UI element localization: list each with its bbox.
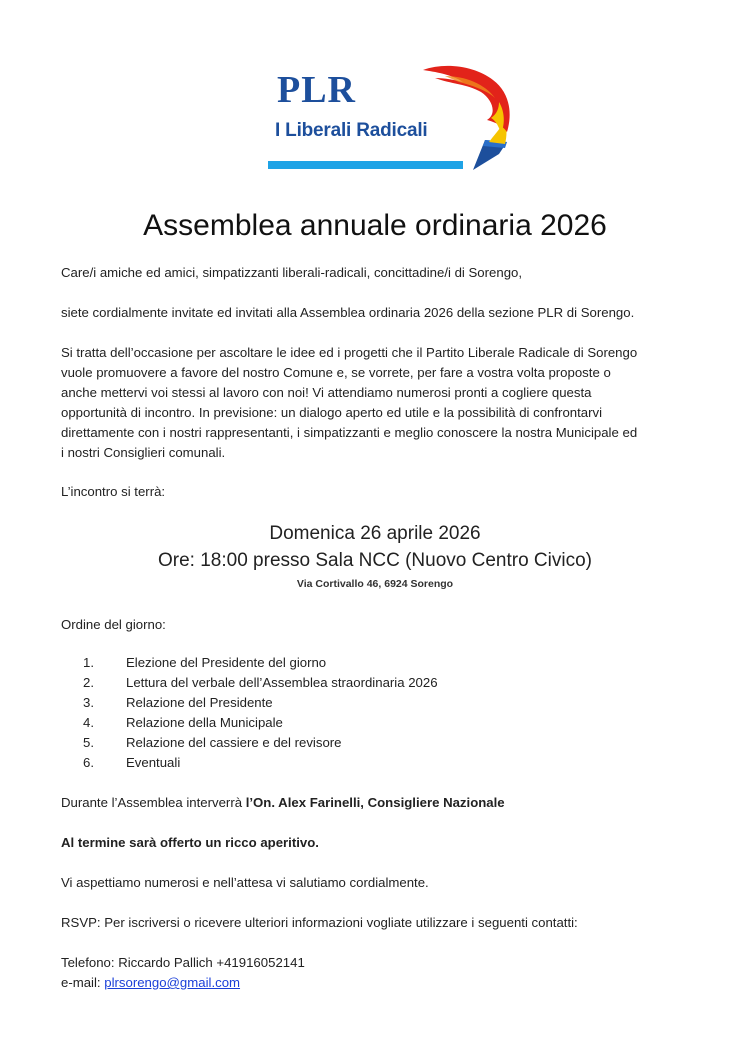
email-line bbox=[61, 973, 305, 993]
invitation-paragraph: siete cordialmente invitate ed invitati alla Assemblea ordinaria 2026 della sezione PLR di Sorengo. bbox=[61, 305, 635, 320]
speaker-line bbox=[61, 793, 505, 813]
intro-line: Si tratta dell’occasione per ascoltare le idee ed i progetti che il Partito Liberale Radicale di Sorengo bbox=[61, 345, 638, 360]
agenda-item: 5. Relazione del cassiere e del revisore bbox=[83, 735, 342, 750]
speaker-prefix: Durante l’Assemblea interverrà bbox=[61, 795, 246, 810]
page-title: Assemblea annuale ordinaria 2026 bbox=[143, 209, 607, 243]
rsvp-line: RSVP: Per iscriversi o ricevere ulteriori informazioni vogliate utilizzare i seguenti contatti: bbox=[61, 915, 578, 930]
plr-logo bbox=[265, 62, 515, 172]
intro-line: opportunità di incontro. In previsione: un dialogo aperto ed utile e la possibilità di confrontarvi bbox=[61, 405, 603, 420]
agenda-item: 2. Lettura del verbale dell’Assemblea straordinaria 2026 bbox=[83, 675, 438, 690]
speaker-name: l’On. Alex Farinelli, Consigliere Nazionale bbox=[245, 795, 505, 810]
phone-line bbox=[61, 953, 305, 973]
agenda-list bbox=[61, 653, 438, 773]
event-time-venue bbox=[0, 549, 750, 573]
event-date: Domenica 26 aprile 2026 bbox=[269, 523, 481, 544]
email-label: e-mail: bbox=[61, 975, 105, 990]
aperitif-line: Al termine sarà offerto un ricco aperitivo. bbox=[61, 835, 319, 850]
phone-value: Riccardo Pallich +41916052141 bbox=[118, 955, 305, 970]
intro-line: direttamente con i nostri rappresentanti, i simpatizzanti e meglio conoscere la nostra Municipale ed bbox=[61, 425, 638, 440]
agenda-item: 1. Elezione del Presidente del giorno bbox=[83, 655, 327, 670]
event-address: Via Cortivallo 46, 6924 Sorengo bbox=[296, 578, 454, 590]
venue: presso Sala NCC (Nuovo Centro Civico) bbox=[253, 550, 592, 571]
agenda-item: 6. Eventuali bbox=[83, 755, 181, 770]
intro-paragraph bbox=[61, 343, 733, 463]
time-value: 18:00 bbox=[200, 550, 248, 571]
contacts bbox=[61, 953, 305, 993]
torch-flame-icon bbox=[415, 62, 515, 170]
meeting-intro: L’incontro si terrà: bbox=[61, 484, 166, 499]
email-link[interactable]: plrsorengo@gmail.com bbox=[104, 975, 241, 990]
intro-line: i nostri Consiglieri comunali. bbox=[61, 445, 226, 460]
agenda-item: 3. Relazione del Presidente bbox=[83, 695, 273, 710]
agenda-heading: Ordine del giorno: bbox=[61, 617, 166, 632]
closing-line: Vi aspettiamo numerosi e nell’attesa vi salutiamo cordialmente. bbox=[61, 875, 429, 890]
logo-tagline: I Liberali Radicali bbox=[275, 120, 428, 141]
greeting: Care/i amiche ed amici, simpatizzanti liberali-radicali, concittadine/i di Sorengo, bbox=[61, 265, 523, 280]
phone-label: Telefono: bbox=[61, 955, 119, 970]
intro-line: vuole promuovere a favore del nostro Comune e, se vorrete, per fare a vostra volta proposte o bbox=[61, 365, 611, 380]
intro-line: anche mettervi voi stessi al lavoro con noi! Vi attendiamo numerosi pronti a cogliere questa bbox=[61, 385, 592, 400]
logo-brand: PLR bbox=[277, 69, 356, 111]
time-label: Ore: bbox=[157, 550, 195, 571]
agenda-item: 4. Relazione della Municipale bbox=[83, 715, 283, 730]
